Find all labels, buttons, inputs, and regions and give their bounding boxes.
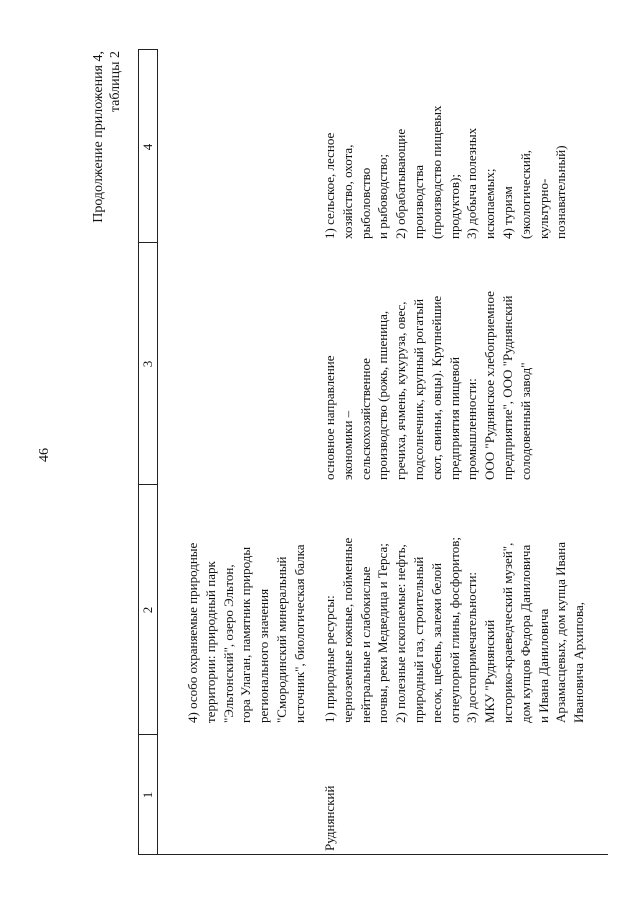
row-col4-activities: 1) сельское, лесное хозяйство, охота, рыболовство и рыбоводство; 2) обрабатывающие производства (производство пищевых продуктов); 3) добыча полезных ископаемых; 4) туризм (экологический, культурно- познавательный) xyxy=(322,105,569,239)
col-divider-1-2 xyxy=(138,734,158,735)
row-col1-district: Руднянский xyxy=(322,785,337,851)
col-divider-2-3 xyxy=(138,484,158,485)
table-right-border xyxy=(138,49,158,50)
row-col3-economy: основное направление экономики – сельскохозяйственное производство (рожь, пшеница, гречиха, ячмень, кукуруза, овес, подсолнечник, крупный рогатый скот, свиньи, овцы). Крупнейшие предприятия пищевой промышленности: ООО "Руднянское хлебоприемное предприятие", ООО "Руднянский солодовенный завод" xyxy=(322,291,533,480)
column-header-1: 1 xyxy=(140,791,155,799)
column-header-4: 4 xyxy=(140,143,155,151)
row-col2-resources: 1) природные ресурсы: черноземные южные, пойменные нейтральные и слабокислые почвы, реки Медведица и Терса; 2) полезные ископаемые: нефть, природный газ, строительный песок, щебень, залежи белой огнеупорной глины, фосфоритов; 3) достопримечательности: МКУ "Руднянский историко-краеведческий музей", дом купцов Федора Даниловича и Ивана Даниловича Арзамасцевых, дом купца Ивана Ивановича Архипова, xyxy=(322,537,587,723)
column-header-2: 2 xyxy=(140,606,155,614)
column-header-3: 3 xyxy=(140,360,155,368)
continued-cell-col2: 4) особо охраняемые природные территории: природный парк "Эльтонский", озеро Эльтон, гора Улаган, памятник природы регионального значения "Смородинский минеральный источник", биологическая балка xyxy=(185,542,307,723)
continuation-note xyxy=(90,51,124,305)
table-left-border xyxy=(138,854,608,855)
continuation-line-2: таблицы 2 xyxy=(108,51,123,113)
continuation-line-1: Продолжение приложения 4, xyxy=(91,51,106,223)
page-number: 46 xyxy=(37,448,52,462)
col-divider-3-4 xyxy=(138,242,158,243)
